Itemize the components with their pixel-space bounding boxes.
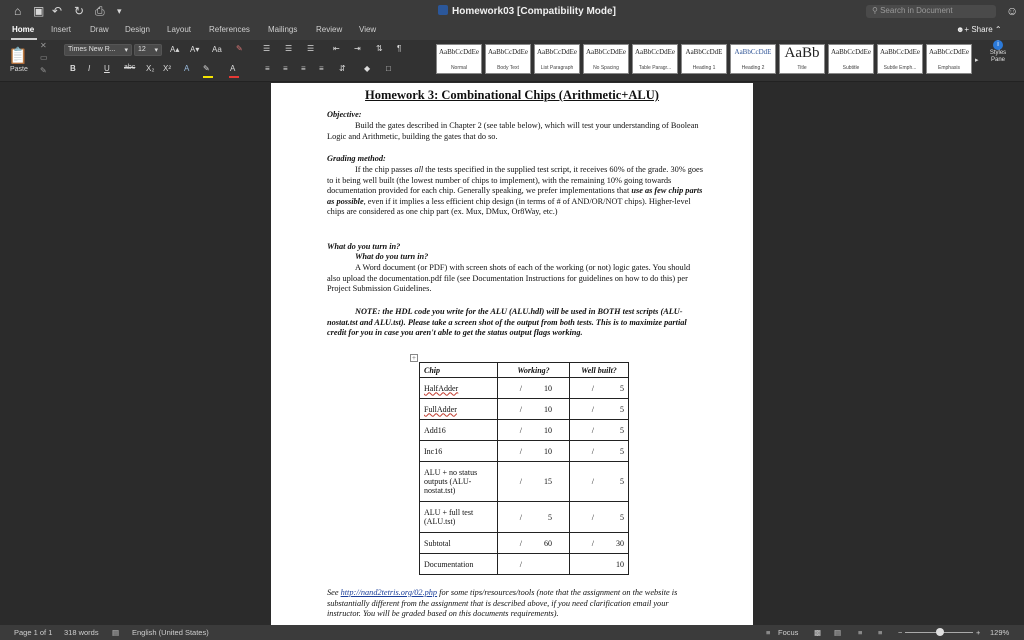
- tab-insert[interactable]: Insert: [51, 25, 72, 34]
- tab-home[interactable]: Home: [12, 25, 35, 34]
- style-preview: AaBbCcDdEe: [879, 48, 921, 56]
- chevron-down-icon: ▾: [154, 47, 158, 54]
- font-color-icon[interactable]: A: [230, 64, 236, 73]
- proofing-icon[interactable]: ▤: [112, 628, 120, 637]
- note-text: NOTE: the HDL code you write for the ALU (ALU.hdl) will be used in BOTH test scripts (ALU-nostat.tst and ALU.tst). Please take a screen shot of the output from both tests. This is to maximize partial credit for you in case you aren't able to get the status output flags working.: [327, 307, 687, 337]
- font-size-value: 12: [138, 46, 146, 53]
- document-title: [438, 5, 616, 17]
- slash: /: [519, 559, 522, 569]
- footer-text-1: See: [327, 588, 339, 597]
- style-no-spacing[interactable]: [583, 44, 629, 74]
- table-row: [420, 420, 629, 441]
- share-button[interactable]: ☻+ Share ⌃: [956, 25, 1002, 34]
- redo-icon[interactable]: ↻: [74, 4, 85, 18]
- footer-text: [327, 588, 703, 620]
- well-built-points: 5: [620, 404, 624, 414]
- chip-name: HalfAdder: [420, 378, 498, 399]
- home-icon[interactable]: ⌂: [14, 4, 22, 18]
- bullets-icon[interactable]: ☰: [263, 44, 271, 53]
- change-case-icon[interactable]: Aa: [212, 45, 222, 54]
- share-label: Share: [971, 25, 993, 34]
- style-name: List Paragraph: [540, 65, 574, 71]
- share-icon: ☻+: [956, 25, 970, 34]
- zoom-in-icon[interactable]: +: [976, 628, 981, 637]
- slash: /: [519, 477, 522, 486]
- language-status[interactable]: English (United States): [132, 628, 209, 637]
- chip-name: FullAdder: [420, 399, 498, 420]
- print-icon[interactable]: ⎙: [95, 4, 105, 18]
- styles-pane-button[interactable]: Styles Pane: [989, 50, 1007, 63]
- grow-font-icon[interactable]: A▴: [170, 45, 180, 54]
- slash: /: [591, 383, 594, 393]
- turnin-label-2: What do you turn in?: [355, 252, 429, 261]
- word-count[interactable]: 318 words: [64, 628, 99, 637]
- style-preview: AaBbCcDdE: [685, 48, 723, 56]
- style-emphasis[interactable]: [926, 44, 972, 74]
- grading-label: Grading method:: [327, 154, 386, 163]
- slash: /: [591, 477, 594, 486]
- focus-icon: ≡: [766, 628, 771, 637]
- table-row: [420, 554, 629, 575]
- focus-button[interactable]: Focus: [778, 628, 799, 637]
- increase-indent-icon[interactable]: ⇥: [354, 44, 361, 53]
- paste-icon[interactable]: 📋: [8, 48, 28, 65]
- text-effects-icon[interactable]: A: [184, 64, 190, 73]
- style-preview: AaBbCcDdEe: [487, 48, 529, 56]
- zoom-slider-handle[interactable]: [936, 628, 944, 636]
- turnin-text: A Word document (or PDF) with screen shots of each of the working (or not) logic gates. You should also upload the documentation.pdf file (see Documentation Instructions for guidelines on how to do this) per Project Submission Guidelines.: [327, 263, 691, 293]
- justify-icon[interactable]: ≡: [319, 64, 324, 73]
- working-points: 60: [544, 538, 552, 548]
- working-points: 5: [548, 512, 552, 522]
- styles-more-icon[interactable]: ▸: [975, 57, 979, 64]
- chip-name: Subtotal: [420, 533, 498, 554]
- undo-icon[interactable]: ↶: [52, 4, 63, 18]
- well-built-points: 30: [616, 538, 624, 548]
- slash: /: [591, 446, 594, 456]
- tab-view[interactable]: View: [359, 25, 377, 34]
- chevron-down-icon: ▾: [124, 47, 128, 54]
- highlight-color-swatch: [203, 76, 213, 78]
- bold-icon[interactable]: B: [70, 64, 76, 73]
- table-row: [420, 502, 629, 533]
- slash: /: [519, 404, 522, 414]
- strikethrough-icon[interactable]: abc: [124, 64, 136, 71]
- ribbon-tabs: [0, 22, 1024, 40]
- tab-draw[interactable]: Draw: [90, 25, 109, 34]
- style-name: Heading 1: [692, 65, 716, 71]
- well-built-points: 5: [620, 512, 624, 522]
- title-bar: [0, 0, 1024, 22]
- table-row: [420, 533, 629, 554]
- outline-view-icon[interactable]: ≡: [878, 628, 883, 637]
- font-color-swatch: [229, 76, 239, 78]
- slash: /: [519, 383, 522, 393]
- table-row: [420, 399, 629, 420]
- style-name: No Spacing: [593, 65, 619, 71]
- style-name: Emphasis: [938, 65, 960, 71]
- style-subtle-emphasis[interactable]: [877, 44, 923, 74]
- objective-label: Objective:: [327, 110, 362, 119]
- document-title-text: Homework03 [Compatibility Mode]: [452, 6, 616, 17]
- clear-format-icon[interactable]: ✎: [236, 44, 243, 53]
- grading-text-3: , even if it implies a less efficient chip design (in terms of # of AND/OR/NOT chips). Higher-level chips are considered as one chip part (ex. Mux, DMux, Or8Way, etc.): [327, 196, 691, 216]
- style-name: Body Text: [497, 65, 519, 71]
- chip-name: Documentation: [420, 554, 498, 575]
- copy-icon[interactable]: ▭: [40, 53, 48, 62]
- table-row: [420, 462, 629, 502]
- zoom-level[interactable]: 129%: [990, 628, 1010, 637]
- numbering-icon[interactable]: ☰: [285, 44, 293, 53]
- grading-text-1: If the chip passes: [355, 165, 413, 174]
- slash: /: [591, 538, 594, 548]
- status-bar: [0, 625, 1024, 640]
- tab-layout[interactable]: Layout: [167, 25, 192, 34]
- slash: /: [519, 512, 522, 522]
- tab-references[interactable]: References: [209, 25, 250, 34]
- search-icon: ⚲: [872, 6, 878, 15]
- document-area: [0, 83, 1024, 625]
- footer-text-2: for some tips/resources/tools (note that the assignment on the website is substantially different from the assignment that is described above, if you need clarification email your instructor. You will be graded based on this documents requirements).: [327, 588, 678, 618]
- style-name: Heading 2: [741, 65, 765, 71]
- table-row: [420, 441, 629, 462]
- print-layout-icon[interactable]: ▤: [834, 628, 842, 637]
- shading-icon[interactable]: ◆: [364, 64, 371, 73]
- style-normal[interactable]: [436, 44, 482, 74]
- customize-icon[interactable]: ▾: [117, 6, 122, 16]
- working-points: 10: [544, 404, 552, 414]
- slash: /: [591, 512, 594, 522]
- format-painter-icon[interactable]: ✎: [40, 66, 47, 75]
- tab-mailings[interactable]: Mailings: [268, 25, 298, 34]
- style-preview: AaBbCcDdEe: [536, 48, 578, 56]
- style-preview: AaBbCcDdEe: [928, 48, 970, 56]
- grading-emphasis-few: use as few chip parts as possible: [327, 186, 703, 206]
- subscript-icon[interactable]: X₂: [146, 64, 155, 73]
- underline-icon[interactable]: U: [104, 64, 110, 73]
- page-count[interactable]: Page 1 of 1: [14, 628, 53, 637]
- chip-name: Add16: [420, 420, 498, 441]
- cut-icon[interactable]: ✕: [40, 41, 47, 50]
- header-well-built: Well built?: [570, 363, 629, 378]
- well-built-points: 10: [616, 559, 624, 569]
- save-icon[interactable]: ▣: [33, 4, 45, 18]
- align-left-icon[interactable]: ≡: [265, 64, 270, 73]
- objective-text: Build the gates described in Chapter 2 (see table below), which will test your understanding of Boolean Logic and Arithmetic, building the gates that do so.: [327, 121, 699, 141]
- document-page[interactable]: [271, 83, 753, 625]
- well-built-points: 5: [620, 477, 624, 486]
- style-heading-1[interactable]: [681, 44, 727, 74]
- align-right-icon[interactable]: ≡: [301, 64, 306, 73]
- font-name-dropdown[interactable]: [64, 44, 132, 56]
- style-name: Normal: [450, 65, 468, 71]
- style-preview: AaBbCcDdE: [734, 48, 772, 56]
- style-preview: AaBbCcDdEe: [585, 48, 627, 56]
- style-subtitle[interactable]: [828, 44, 874, 74]
- style-title[interactable]: [779, 44, 825, 74]
- nand2tetris-link[interactable]: http://nand2tetris.org/02.php: [340, 588, 438, 597]
- well-built-points: 5: [620, 425, 624, 435]
- style-name: Subtitle: [842, 65, 860, 71]
- sort-icon[interactable]: ⇅: [376, 44, 383, 53]
- shrink-font-icon[interactable]: A▾: [190, 45, 200, 54]
- table-row: [420, 378, 629, 399]
- turnin-label: What do you turn in?: [327, 242, 401, 251]
- styles-pane-icon[interactable]: i: [993, 40, 1003, 50]
- web-layout-icon[interactable]: ≡: [858, 628, 863, 637]
- borders-icon[interactable]: □: [386, 64, 391, 73]
- paste-label[interactable]: Paste: [10, 66, 28, 73]
- style-heading-2[interactable]: [730, 44, 776, 74]
- superscript-icon[interactable]: X²: [163, 64, 171, 73]
- show-formatting-icon[interactable]: ¶: [397, 44, 402, 53]
- slash: /: [519, 538, 522, 548]
- align-center-icon[interactable]: ≡: [283, 64, 288, 73]
- working-points: 10: [544, 425, 552, 435]
- table-header-row: [420, 363, 629, 378]
- style-name: Table Paragr...: [638, 65, 672, 71]
- document-heading: Homework 3: Combinational Chips (Arithmetic+ALU): [365, 88, 659, 102]
- grading-text-2: the tests specified in the supplied test script, it receives 60% of the grade. 30% goes to it being well built (the lowest number of chips to implement), with the remaining 10% going towards documentation provided for each chip. Generally speaking, we prefer implementations that: [327, 165, 703, 195]
- highlight-icon[interactable]: ✎: [203, 64, 210, 73]
- chip-name: ALU + no status outputs (ALU-nostat.tst): [420, 462, 498, 502]
- working-points: 10: [544, 446, 552, 456]
- word-icon: [438, 5, 448, 15]
- font-name-value: Times New R...: [68, 46, 116, 53]
- style-preview: AaBb: [784, 45, 820, 61]
- tab-review[interactable]: Review: [316, 25, 343, 34]
- working-points: 15: [544, 477, 552, 486]
- style-name: Subtle Emph...: [883, 65, 917, 71]
- style-body-text[interactable]: [485, 44, 531, 74]
- style-table-paragraph[interactable]: [632, 44, 678, 74]
- slash: /: [591, 404, 594, 414]
- multilevel-list-icon[interactable]: ☰: [307, 44, 315, 53]
- grading-text: [327, 165, 703, 218]
- style-list-paragraph[interactable]: [534, 44, 580, 74]
- well-built-points: 5: [620, 446, 624, 456]
- decrease-indent-icon[interactable]: ⇤: [333, 44, 340, 53]
- slash: /: [519, 425, 522, 435]
- zoom-out-icon[interactable]: −: [898, 628, 903, 637]
- style-preview: AaBbCcDdEe: [438, 48, 480, 56]
- font-size-dropdown[interactable]: [134, 44, 162, 56]
- italic-icon[interactable]: I: [88, 64, 91, 73]
- user-icon[interactable]: ☺: [1006, 4, 1019, 18]
- working-points: 10: [544, 383, 552, 393]
- search-input[interactable]: [866, 5, 996, 18]
- header-chip: Chip: [420, 363, 498, 378]
- slash: /: [591, 425, 594, 435]
- grading-emphasis-all: all: [414, 165, 424, 174]
- search-placeholder: Search in Document: [880, 6, 953, 15]
- table-move-handle[interactable]: +: [410, 354, 418, 362]
- read-mode-icon[interactable]: ▩: [814, 628, 822, 637]
- chip-name: ALU + full test (ALU.tst): [420, 502, 498, 533]
- style-name: Title: [797, 65, 807, 71]
- line-spacing-icon[interactable]: ⇵: [339, 64, 346, 73]
- style-preview: AaBbCcDdEe: [830, 48, 872, 56]
- chip-name: Inc16: [420, 441, 498, 462]
- well-built-points: 5: [620, 383, 624, 393]
- tab-design[interactable]: Design: [125, 25, 150, 34]
- style-preview: AaBbCcDdEe: [634, 48, 676, 56]
- grading-table: [419, 362, 629, 575]
- slash: /: [519, 446, 522, 456]
- header-working: Working?: [498, 363, 570, 378]
